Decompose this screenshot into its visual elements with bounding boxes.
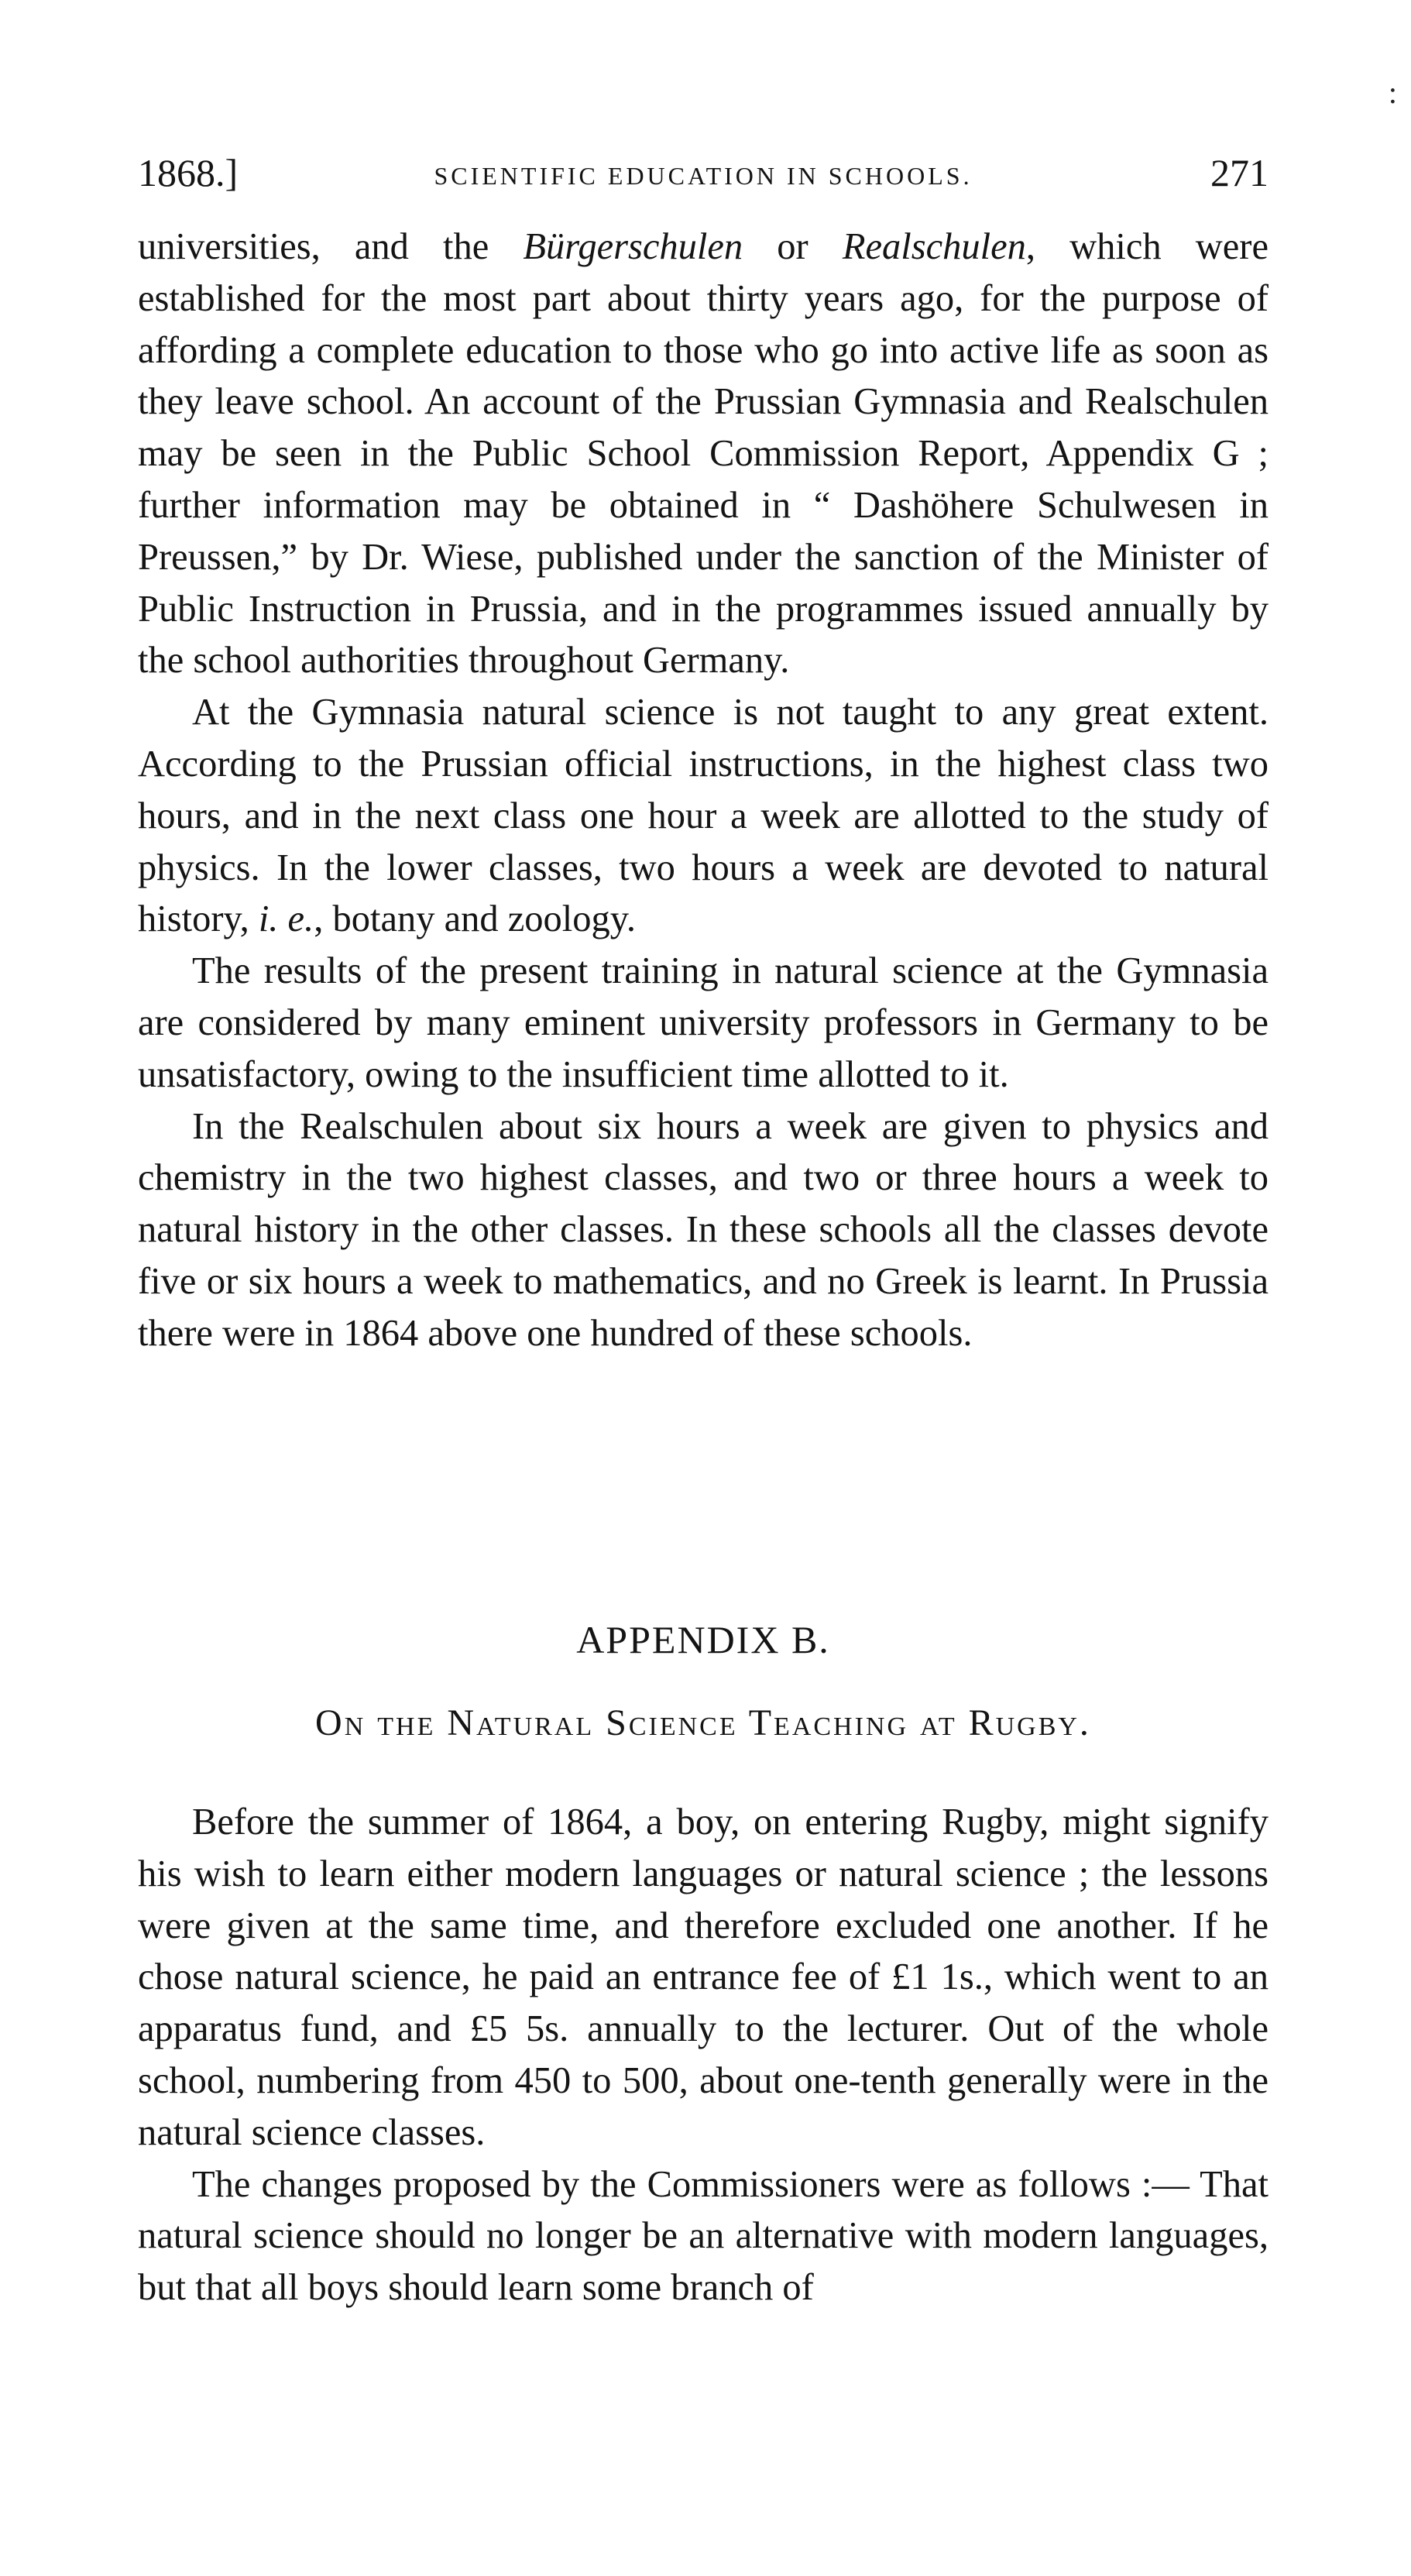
- body-text-upper: [138, 222, 1269, 1360]
- paragraph-changes-proposed: The changes proposed by the Commissioners were as follows :— That natural science should no longer be an alternative with modern languages, but that all boys should learn some branch of: [138, 2163, 1269, 2309]
- paragraph-universities-text-c: or: [743, 226, 843, 267]
- appendix-subtitle: On the Natural Science Teaching at Rugby.: [315, 1702, 1091, 1743]
- running-head: [138, 146, 1269, 200]
- running-head-year: 1868.]: [138, 151, 239, 194]
- paragraph-universities: [138, 222, 1269, 687]
- paragraph-universities-text-e: , which were established for the most part about thirty years ago, for the purpose of affording a complete education to those who go into active life as soon as they leave school. An account of the Prussian Gymnasia and Realschulen may be seen in the Public School Commission Report, Appendix G ; further information may be obtained in “ Dashöhere Schulwesen in Preussen,” by Dr. Wiese, published under the sanction of the Minister of Public Instruction in Prussia, and in the programmes issued annually by the school authorities throughout Germany.: [138, 226, 1269, 682]
- paragraph-results: The results of the present training in natural science at the Gymnasia are considered by many eminent university professors in Germany to be unsatisfactory, owing to the insufficient time allotted to it.: [138, 950, 1269, 1095]
- term-realschulen: Realschulen: [842, 226, 1026, 267]
- term-burgerschulen: Bürgerschulen: [523, 226, 743, 267]
- body-text-appendix: [138, 1797, 1269, 2314]
- paragraph-gymnasia: [138, 687, 1269, 946]
- page-number: 271: [1210, 151, 1269, 194]
- paragraph-universities-text-a: universities, and the: [138, 226, 524, 267]
- paragraph-gymnasia-text-c: , botany and zoology.: [314, 898, 636, 940]
- appendix-title: APPENDIX B.: [576, 1618, 830, 1661]
- paragraph-realschulen: In the Realschulen about six hours a week are given to physics and chemistry in the two highest classes, and two or three hours a week to natural history in the other classes. In these schools all the classes devote five or six hours a week to mathematics, and no Greek is learnt. In Prussia there were in 1864 above one hundred of these schools.: [138, 1105, 1269, 1354]
- paragraph-before-1864: Before the summer of 1864, a boy, on entering Rugby, might signify his wish to learn either modern languages or natural science ; the lessons were given at the same time, and therefore excluded one another. If he chose natural science, he paid an entrance fee of £1 1s., which went to an apparatus fund, and £5 5s. annually to the lecturer. Out of the whole school, numbering from 450 to 500, about one-tenth generally were in the natural science classes.: [138, 1801, 1269, 2153]
- abbreviation-ie: i. e.: [258, 898, 314, 940]
- running-head-title: SCIENTIFIC EDUCATION IN SCHOOLS.: [434, 162, 973, 190]
- paragraph-gymnasia-text-a: At the Gymnasia natural science is not taught to any great extent. According to the Prussian official instructions, in the highest class two hours, and in the next class one hour a week are allotted to the study of physics. In the lower classes, two hours a week are devoted to natural history,: [138, 692, 1269, 940]
- margin-mark: :: [1388, 75, 1397, 110]
